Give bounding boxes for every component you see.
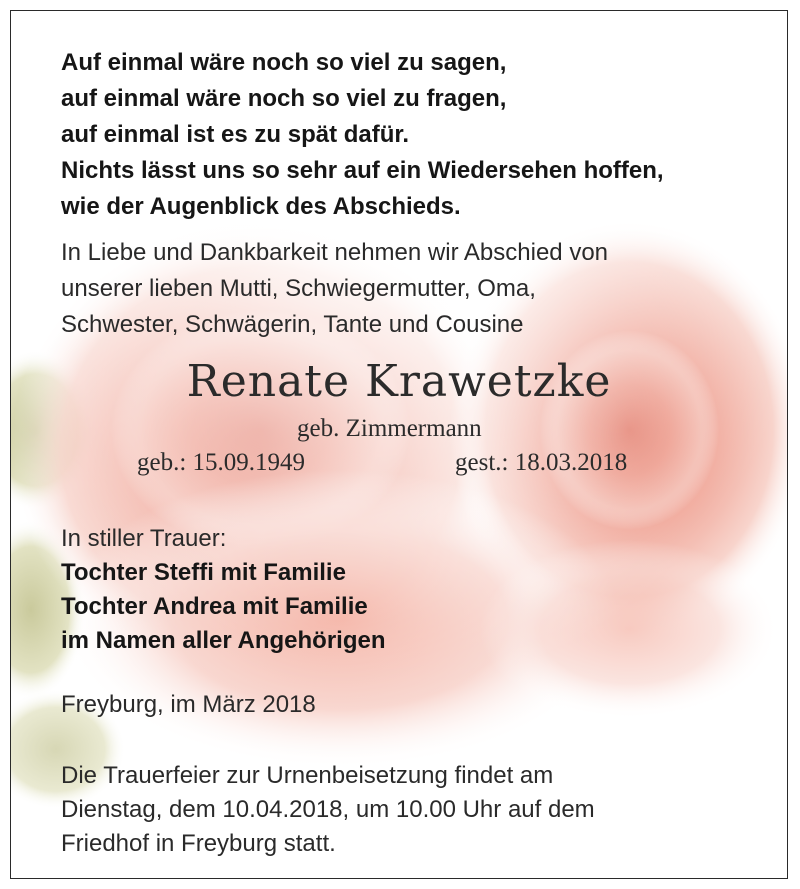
verse-line: Nichts lässt uns so sehr auf ein Wiedersehen hoffen, — [61, 157, 664, 184]
obituary-card — [10, 10, 788, 879]
ceremony-line: Die Trauerfeier zur Urnenbeisetzung findet am — [61, 762, 554, 789]
deceased-name: Renate Krawetzke — [186, 356, 612, 407]
intro-text — [61, 235, 608, 343]
verse-line: Auf einmal wäre noch so viel zu sagen, — [61, 49, 507, 76]
ceremony-line: Dienstag, dem 10.04.2018, um 10.00 Uhr auf dem — [61, 796, 595, 823]
verse-line: auf einmal wäre noch so viel zu fragen, — [61, 85, 507, 112]
verse-line: auf einmal ist es zu spät dafür. — [61, 121, 410, 148]
mourner-line: Tochter Andrea mit Familie — [61, 593, 368, 620]
mourner-line: Tochter Steffi mit Familie — [61, 559, 346, 586]
intro-line: Schwester, Schwägerin, Tante und Cousine — [61, 311, 524, 338]
ceremony-line: Friedhof in Freyburg statt. — [61, 830, 336, 857]
mourners-list — [61, 556, 386, 658]
verse-line: wie der Augenblick des Abschieds. — [61, 193, 461, 220]
place-date: Freyburg, im März 2018 — [61, 691, 316, 718]
death-date: gest.: 18.03.2018 — [455, 449, 628, 476]
mourner-line: im Namen aller Angehörigen — [61, 627, 386, 654]
birth-date: geb.: 15.09.1949 — [137, 449, 306, 476]
obituary-content — [11, 11, 787, 878]
verse — [61, 45, 664, 225]
birth-name: geb. Zimmermann — [297, 415, 482, 442]
intro-line: unserer lieben Mutti, Schwiegermutter, Oma, — [61, 275, 536, 302]
intro-line: In Liebe und Dankbarkeit nehmen wir Abschied von — [61, 239, 609, 266]
mourners-label: In stiller Trauer: — [61, 525, 227, 552]
ceremony-info — [61, 759, 595, 861]
